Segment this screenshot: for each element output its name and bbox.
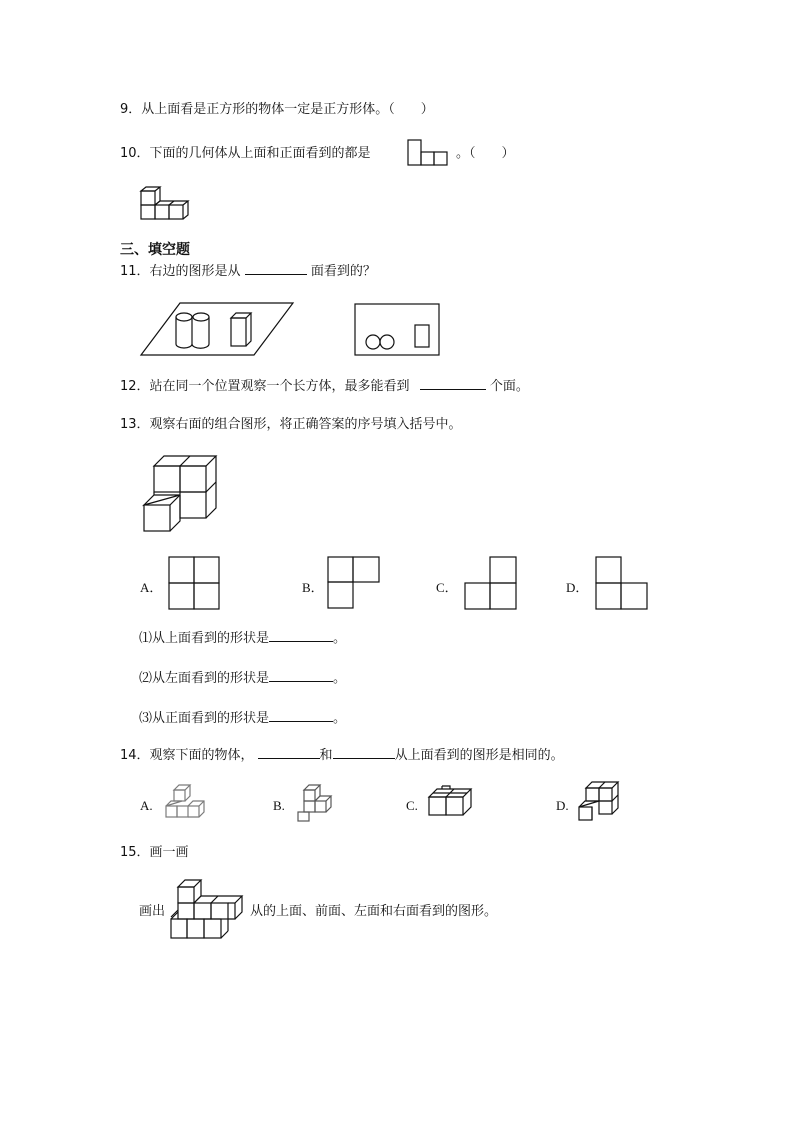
option-a-figure[interactable]	[165, 782, 209, 826]
option-a-label: A．	[140, 580, 163, 595]
question-10-solid-figure	[140, 186, 192, 222]
answer-blank[interactable]	[258, 746, 320, 759]
answer-blank[interactable]	[333, 746, 395, 759]
answer-blank[interactable]	[245, 262, 307, 275]
option-a-figure[interactable]	[168, 556, 220, 610]
answer-blank[interactable]	[420, 377, 486, 390]
option-d-label: D．	[566, 580, 589, 595]
option-c-label: C．	[436, 580, 458, 595]
option-b-label: B．	[302, 580, 324, 595]
question-13-sub-1	[139, 627, 346, 646]
question-10-suffix: 。（ ）	[456, 146, 515, 161]
option-b-figure[interactable]	[296, 782, 340, 826]
question-11-suffix: 面看到的？	[310, 264, 376, 279]
question-10-prefix: 10．下面的几何体从上面和正面看到的都是	[120, 146, 371, 161]
question-12-suffix: 个面。	[489, 379, 529, 394]
question-12	[120, 377, 529, 395]
question-13-sub-3	[139, 707, 346, 726]
question-11-perspective-figure	[140, 300, 295, 358]
question-14	[120, 746, 564, 764]
question-15-title: 15．画一画	[120, 845, 189, 860]
option-b-label: B.	[273, 798, 285, 813]
answer-blank[interactable]	[269, 669, 333, 682]
question-11-view-figure	[354, 303, 440, 357]
question-15-prefix: 画出	[139, 904, 166, 919]
question-12-prefix: 12．站在同一个位置观察一个长方体，最多能看到	[120, 379, 410, 394]
sub-1-text: ⑴从上面看到的形状是	[139, 631, 270, 646]
sub-3-end: 。	[333, 711, 347, 726]
sub-2-end: 。	[333, 671, 347, 686]
section-3-title: 三、填空题	[120, 242, 190, 258]
question-11	[120, 262, 376, 280]
answer-blank[interactable]	[269, 709, 333, 722]
question-9: 9．从上面看是正方形的物体一定是正方形体。（ ）	[120, 102, 434, 117]
option-d-figure[interactable]	[595, 556, 649, 610]
option-c-figure[interactable]	[428, 785, 474, 823]
option-d-figure[interactable]	[578, 780, 622, 826]
question-14-suffix: 从上面看到的图形是相同的。	[394, 748, 564, 763]
option-a-label: A.	[140, 798, 153, 813]
question-13-solid-figure	[143, 455, 219, 533]
question-13-sub-2	[139, 667, 346, 686]
option-b-figure[interactable]	[327, 556, 381, 610]
question-11-prefix: 11．右边的图形是从	[120, 264, 241, 279]
option-d-label: D.	[556, 798, 569, 813]
question-14-prefix: 14．观察下面的物体，	[120, 748, 254, 763]
option-c-label: C.	[406, 798, 418, 813]
question-15-suffix: 从的上面、前面、左面和右面看到的图形。	[250, 904, 498, 919]
question-14-mid: 和	[319, 748, 333, 763]
question-10-view-figure	[407, 139, 449, 167]
answer-blank[interactable]	[269, 629, 333, 642]
sub-2-text: ⑵从左面看到的形状是	[139, 671, 270, 686]
question-15-solid-figure	[168, 879, 246, 941]
sub-3-text: ⑶从正面看到的形状是	[139, 711, 270, 726]
question-13: 13．观察右面的组合图形，将正确答案的序号填入括号中。	[120, 417, 462, 432]
sub-1-end: 。	[333, 631, 347, 646]
option-c-figure[interactable]	[464, 556, 518, 610]
